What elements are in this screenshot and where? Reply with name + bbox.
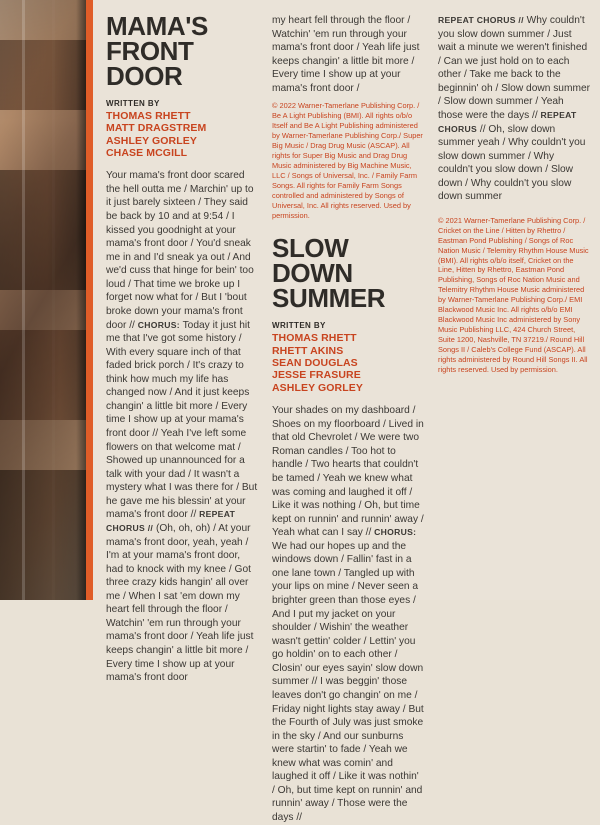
lyrics-part: Your mama's front door scared the hell outta me / Marchin' up to it just barely sixteen / They said be back by 10 and at 9:54 / I kissed you goodnight at your mama's front door / You'd sneak me in and I'd sneak ya out / And we'd cuss that hinge for bein' too loud / That time we broke up I forget now what for / But I 'bout broke down your mama's front door // [106,170,254,331]
song-title-2: SLOW DOWN SUMMER [272,233,386,314]
writer-name: CHASE MCGILL [106,146,188,159]
writer-name: JESSE FRASURE [272,369,361,382]
writer-name: THOMAS RHETT [272,332,357,345]
writer-name: MATT DRAGSTREM [106,122,207,135]
chorus-tag: CHORUS: [374,527,417,538]
lyrics-block-2-cont [438,14,590,204]
writer-name: SEAN DOUGLAS [272,357,358,370]
lyrics-part: (Oh, oh, oh) / At your mama's front door, yeah, yeah / I'm at your mama's front door, had to knock with my knee / Got three crazy kids hangin' all over me / When I sat 'em down my heart fell through the floor / Watchin' 'em run through your mama's front door / Yeah life just keeps changin' a little bit more / Every time I show up at your mama's front door [106,522,254,684]
accent-rule [86,0,93,600]
chorus-tag: REPEAT CHORUS // [438,15,524,25]
lyrics-part: Your shades on my dashboard / Shoes on my floorboard / Lived in that old Chevrolet / We were two Roman candles / Too hot to handle / Two hearts that couldn't be tamed / Yeah we knew what was coming and laughed it off / Like it was nothing / Oh, but time kept on runnin' and runnin' away / Yeah what can I say // [272,405,424,539]
writer-name: ASHLEY GORLEY [272,381,363,394]
chorus-tag: REPEAT CHORUS // [106,509,236,533]
credits-1 [106,99,258,160]
writer-name: THOMAS RHETT [106,109,191,122]
chorus-tag: REPEAT CHORUS [438,109,577,134]
photo-streak [22,0,25,600]
lyrics-part: Today it just hit me that I've got some history / With every square inch of that faded brick porch / It's crazy to think how much my life has changed now / And it just keeps changin' a little bit more / Every time I show up at your mama's front door // Yeah I've left some flowers on that welcome mat / Showed up unannounced for a talk with your dad / It wasn't a mystery what I was there for / But he gave me his blessin' at your mama's front door // [106,319,258,521]
writer-name: ASHLEY GORLEY [106,134,197,147]
photo-band [0,330,86,420]
photo-band [0,170,86,290]
writer-name: RHETT AKINS [272,344,344,357]
legal-notice-2 [438,216,590,375]
column-1 [106,11,258,685]
legal-text: © 2022 Warner-Tamerlane Publishing Corp. / Be A Light Publishing (BMI). All rights o/b/o Itself and Be A Light Publishing administered by Warner-Tamerlane Publishing Corp./ Super Big Music / Drag Drug Music (ASCAP). All rights for Super Big Music and Drag Drug Music administered by Big Machine Music, LLC / Songs of Universal, Inc. / Family Farm Songs. All rights for Family Farm Songs controlled and administered by Songs of Universal, Inc. All rights reserved. Used by permission. [272,101,423,220]
photo-strip [0,0,86,600]
column-2 [272,14,424,825]
credits-2 [272,321,424,394]
photo-band [0,40,86,110]
photo-band [0,470,86,600]
lyrics-part: // Oh, slow down summer yeah / Why couldn't you slow down summer / Why couldn't you slow down / Slow down / Why couldn't you slow down summer [438,123,586,203]
lyrics-continuation-1: my heart fell through the floor / Watchin' 'em run through your mama's front door / Yeah life just keeps changin' a little bit more / Every time I show up at your mama's front door / [272,15,420,94]
song-title-1: MAMA'S FRONT DOOR [106,11,208,91]
photo-edge-shadow [76,0,86,600]
column-3 [438,14,590,375]
lyrics-part: We had our hopes up and the windows down / Fallin' fast in a one lane town / Tangled up with your lips on mine / Never seen a brighter green than those eyes / And I put my jacket on your shoulder / Wishin' the weather wasn't gettin' colder / Lettin' you go holdin' on to each other / Closin' our eyes sayin' slow down summer // I was beggin' those leaves don't go changin' on me / Friday night lights stay away / But the Fourth of July was just smoke in the sky / And our sunburns were startin' to fade / Yeah we knew what was comin' and laughed it off / Like it was nothin' / Oh, but time kept on runnin' and runnin' away / Those were the days // [272,540,424,824]
lyrics-part: Why couldn't you slow down summer / Just wait a minute we weren't finished / Can we just hold on to each other / Take me back to the beginnin' oh / Slow down summer / Slow down summer / Yeah those were the days // [438,15,591,121]
written-by-label: WRITTEN BY [106,98,160,108]
lyrics-block-1 [106,169,258,684]
spacer [438,204,590,210]
written-by-label: WRITTEN BY [272,321,326,331]
photo-streak [52,0,55,600]
legal-notice-1 [272,101,424,220]
legal-text: © 2021 Warner-Tamerlane Publishing Corp. / Cricket on the Line / Hitten by Rhettro / Eastman Pond Publishing / Songs of Roc Nation Music / Telemitry Rhythm House Music (BMI). All rights o/b/o itself, Cricket on the Line, Hitten by Rhettro, Eastman Pond Publishing, Songs of Roc Nation Music and Telemitry Rhythm House Music administered by Warner-Tamerlane Publishing Corp./ EMI Blackwood Music Inc. All rights o/b/o EMI Blackwood Music Inc administered by Sony Music Publishing LLC, 424 Church Street, Suite 1200, Nashville, TN 37219./ Round Hill Songs II / Caleb's College Fund (ASCAP). All rights administered by Round Hill Songs II. All rights reserved. Used by permission. [438,215,589,374]
lyrics-block-2 [272,404,424,824]
chorus-tag: CHORUS: [137,319,180,330]
